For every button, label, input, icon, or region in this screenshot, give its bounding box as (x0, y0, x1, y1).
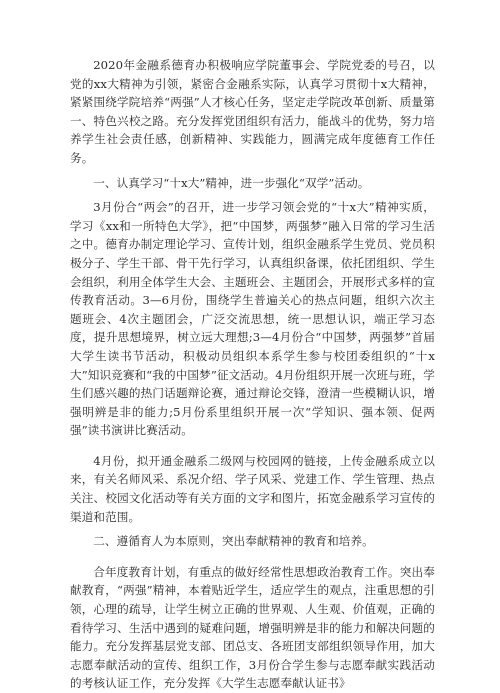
paragraph-intro: 2020年金融系德育办积极响应学院董事会、学院党委的号召，以党的xx大精神为引领，紧密合金融系实际，认真学习贯彻十x大精神，紧紧围绕学院培养“两强”人才核心任务，坚定走学院改革创新、质量第一、特色兴校之路。充分发挥党团组织有活力，能战斗的优势，努力培养学生社会责任感，创新精神、实践能力，圆满完成年度德育工作任务。 (70, 58, 435, 165)
document-body (70, 56, 435, 693)
paragraph-education-plan: 合年度教育计划，有重点的做好经常性思想政治教育工作。突出奉献教育，“两强”精神，本着贴近学生，适应学生的观点，注重思想的引领，心理的疏导，让学生树立正确的世界观、人生观、价值观，正确的看待学习、生活中遇到的疑难问题，增强明辨是非的能力和解决问题的能力。充分发挥基层党支部、团总支、各班团支部组织领导作用，加大志愿奉献活动的宣传、组织工作，3月份合学生参与志愿奉献实践活动的考核认证工作，充分发挥《大学生志愿奉献认证书》 (70, 564, 435, 691)
section-heading-1: 一、认真学习“十x大”精神，进一步强化“双学”活动。 (93, 175, 370, 190)
section-heading-2: 二、遵循育人为本原则，突出奉献精神的教育和培养。 (93, 534, 374, 549)
paragraph-study-activities: 3月份合“两会”的召开，进一步学习领会党的“十x大”精神实质，学习《xx和一所特色大学》，把“中国梦，两强梦”融入日常的学习生活之中。德育办制定理论学习、宣传计划，组织金融系学生党员、党员积极分子、学生干部、骨干先行学习，认真组织备课，依托团组织、学生会组织，利用全体学生大会、主题班会、主题团会，开展形式多样的宣传教育活动。3—6月份，围绕学生普遍关心的热点问题，组织六次主题班会、4次主题团会，广泛交流思想，统一思想认识，端正学习态度，提升思想境界，树立远大理想;3—4月份合“中国梦，两强梦”首届大学生读书节活动，积极动员组织本系学生参与校团委组织的“十x大”知识竞赛和“我的中国梦”征文活动。4月份组织开展一次班与班，学生们感兴趣的热门话题辩论赛，通过辩论交锋，澄清一些模糊认识，增强明辨是非的能力;5月份系里组织开展一次“学知识、强本领、促两强”读书演讲比赛活动。 (70, 200, 435, 438)
paragraph-website-link: 4月份，拟开通金融系二级网与校园网的链接，上传金融系成立以来，有关名师风采、系况介绍、学子风采、党建工作、学生管理、热点关注、校园文化活动等有关方面的文字和图片，拓宽金融系学习宣传的渠道和范围。 (70, 453, 435, 524)
